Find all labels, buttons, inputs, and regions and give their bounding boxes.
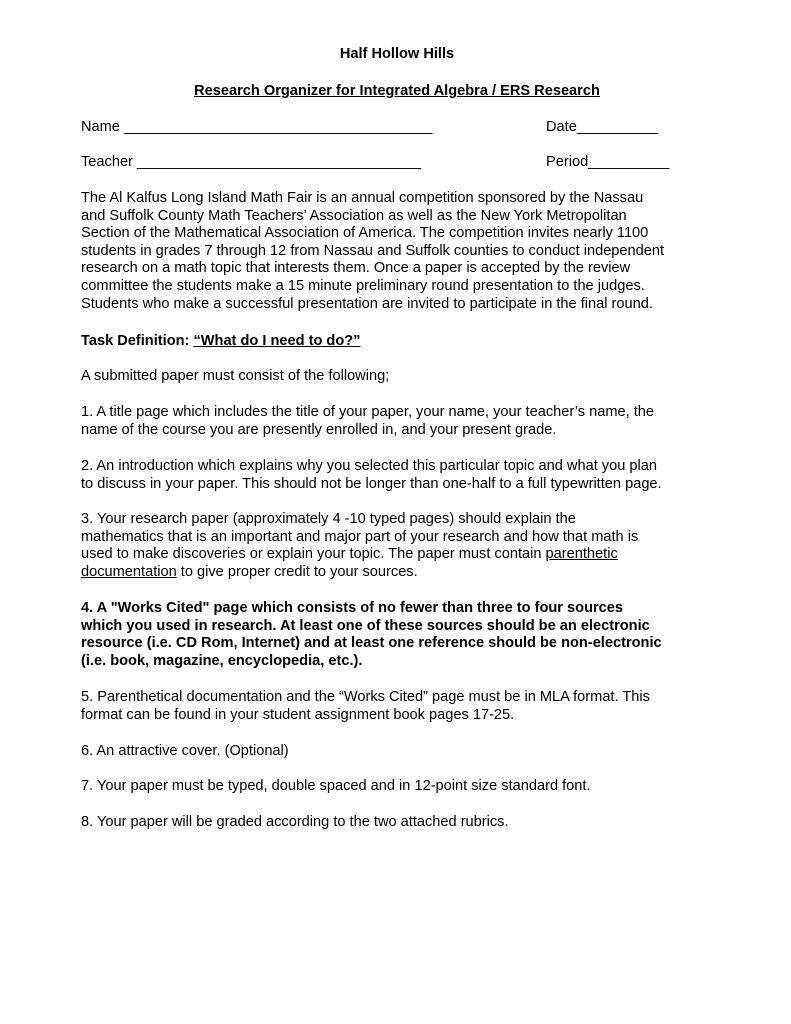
intro-line: Section of the Mathematical Association of America. The competition invites nearly 1100 [81, 225, 649, 242]
intro-line: research on a math topic that interests them. Once a paper is accepted by the review [81, 260, 631, 277]
list-item-line [81, 564, 713, 582]
list-item-3 [81, 511, 713, 581]
document-title-text: Research Organizer for Integrated Algebra / ERS Research [194, 83, 600, 99]
list-item-line: format can be found in your student assignment book pages 17-25. [81, 706, 515, 723]
task-definition-colon: : [184, 333, 194, 349]
list-item-text: to give proper credit to your sources. [176, 563, 418, 580]
list-item-line [81, 546, 713, 564]
teacher-field[interactable]: Teacher ___________________________________ [81, 154, 422, 170]
task-definition-heading [81, 333, 713, 351]
list-item-line: 3. Your research paper (approximately 4 -10 typed pages) should explain the [81, 511, 576, 527]
intro-line: Students who make a successful presentation are invited to participate in the final round. [81, 295, 653, 312]
list-item-line: (i.e. book, magazine, encyclopedia, etc.). [81, 652, 363, 669]
list-item-2 [81, 458, 713, 493]
name-field[interactable]: Name ______________________________________ [81, 119, 433, 135]
intro-line: The Al Kalfus Long Island Math Fair is an annual competition sponsored by the Nassau [81, 190, 644, 206]
list-item-line: 2. An introduction which explains why you selected this particular topic and what you plan [81, 458, 657, 474]
document-title [81, 83, 713, 101]
list-item-line: mathematics that is an important and major part of your research and how that math is [81, 528, 639, 545]
intro-line: and Suffolk County Math Teachers’ Association as well as the New York Metropolitan [81, 207, 627, 224]
list-item-line: 1. A title page which includes the title of your paper, your name, your teacher’s name, the [81, 404, 655, 420]
list-item-line: 4. A "Works Cited" page which consists of no fewer than three to four sources [81, 600, 624, 616]
intro-line: committee the students make a 15 minute preliminary round presentation to the judges. [81, 277, 645, 294]
period-field[interactable]: Period__________ [546, 154, 670, 170]
list-item-text: used to make discoveries or explain your topic. The paper must contain [81, 546, 546, 563]
list-item-1 [81, 404, 713, 439]
date-field[interactable]: Date__________ [546, 119, 658, 135]
list-item-line: to discuss in your paper. This should not be longer than one-half to a full typewritten page. [81, 475, 662, 492]
task-question: “What do I need to do?” [193, 333, 361, 349]
list-item-4 [81, 600, 713, 670]
task-definition-label: Task Definition [81, 333, 185, 349]
list-item-line: name of the course you are presently enrolled in, and your present grade. [81, 421, 557, 438]
list-item-5 [81, 689, 713, 724]
intro-paragraph [81, 190, 713, 313]
list-item-line: which you used in research. At least one of these sources should be an electronic [81, 617, 650, 634]
list-item-line: resource (i.e. CD Rom, Internet) and at least one reference should be non-electronic [81, 635, 662, 652]
submitted-intro: A submitted paper must consist of the following; [81, 368, 390, 384]
school-name: Half Hollow Hills [339, 46, 455, 62]
list-item-line: 5. Parenthetical documentation and the “Works Cited” page must be in MLA format. This [81, 689, 650, 705]
documentation-link: documentation [81, 563, 177, 580]
parenthetic-link: parenthetic [545, 546, 618, 563]
list-item-8: 8. Your paper will be graded according to the two attached rubrics. [81, 814, 509, 830]
list-item-6: 6. An attractive cover. (Optional) [81, 743, 289, 759]
intro-line: students in grades 7 through 12 from Nassau and Suffolk counties to conduct independent [81, 242, 665, 259]
list-item-7: 7. Your paper must be typed, double spaced and in 12-point size standard font. [81, 778, 591, 794]
